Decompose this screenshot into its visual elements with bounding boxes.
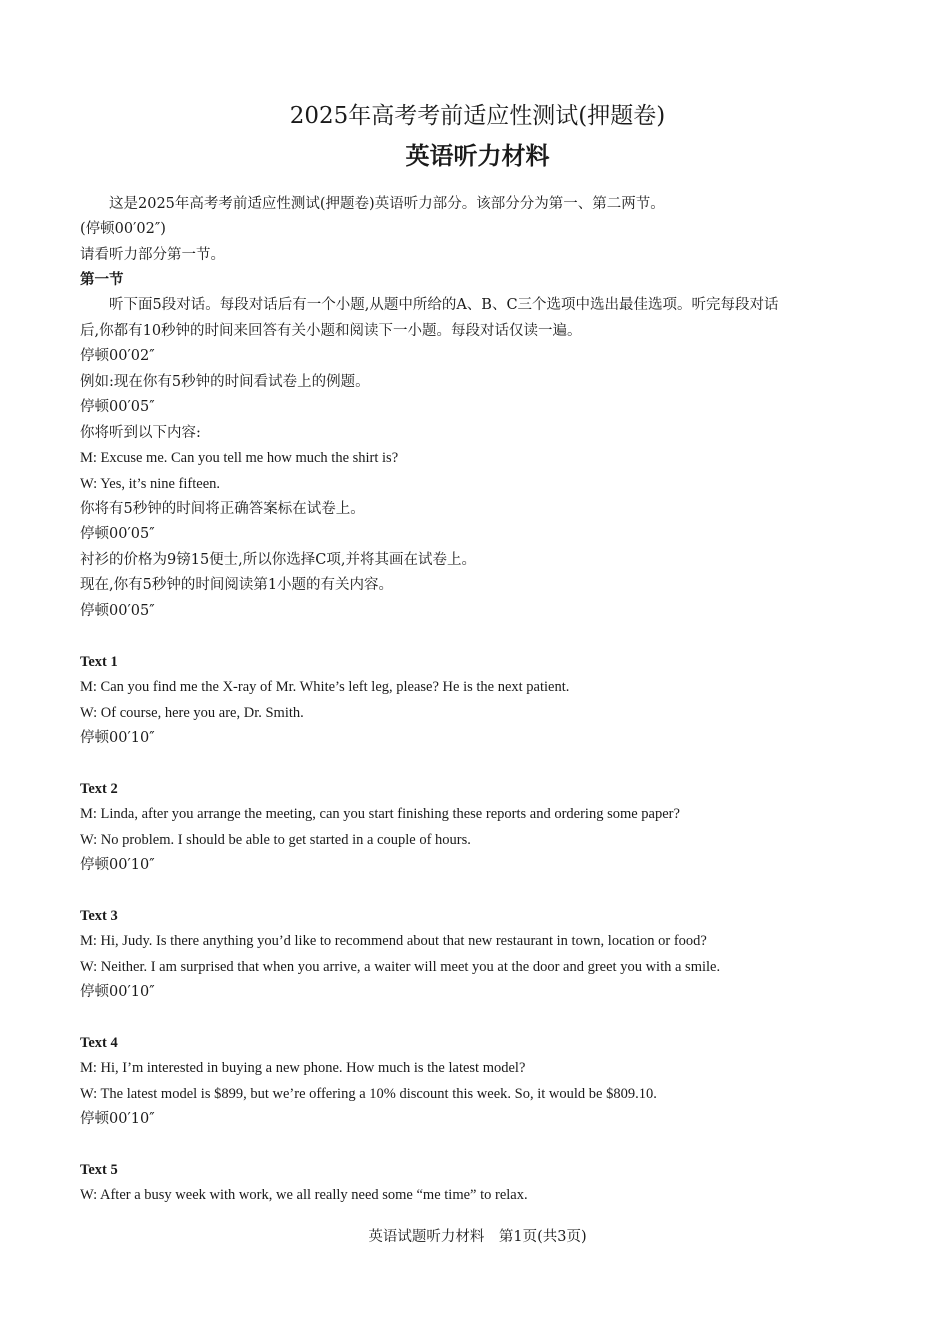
instruction-line-1: 听下面5段对话。每段对话后有一个小题,从题中所给的A、B、C三个选项中选出最佳选项。听完每段对话 bbox=[109, 297, 779, 313]
page-footer: 英语试题听力材料 第1页(共3页) bbox=[368, 1229, 587, 1245]
instruction-line-2: 后,你都有10秒钟的时间来回答有关小题和阅读下一小题。每段对话仅读一遍。 bbox=[80, 323, 582, 339]
example-dialogue-w: W: Yes, it’s nine fifteen. bbox=[80, 476, 221, 492]
dialogue-line: M: Linda, after you arrange the meeting, can you start finishing these reports and ordering some paper? bbox=[80, 806, 680, 822]
dialogue-line: M: Hi, I’m interested in buying a new phone. How much is the latest model? bbox=[80, 1060, 526, 1076]
text-title: Text 3 bbox=[80, 908, 118, 924]
document-subtitle: 英语听力材料 bbox=[405, 142, 550, 170]
answer-explanation: 衬衫的价格为9镑15便士,所以你选择C项,并将其画在试卷上。 bbox=[80, 552, 476, 568]
pause-marker: 停顿00′10″ bbox=[80, 1111, 155, 1127]
pause-marker: 停顿00′02″ bbox=[80, 348, 155, 364]
pause-marker: (停顿00′02″) bbox=[80, 221, 166, 237]
text-title: Text 5 bbox=[80, 1162, 118, 1178]
pause-marker: 停顿00′05″ bbox=[80, 526, 155, 542]
text-title: Text 1 bbox=[80, 654, 118, 670]
pause-marker: 停顿00′05″ bbox=[80, 399, 155, 415]
pause-marker: 停顿00′10″ bbox=[80, 730, 155, 746]
dialogue-line: W: The latest model is $899, but we’re offering a 10% discount this week. So, it would be $809.10. bbox=[80, 1086, 657, 1102]
pause-marker: 停顿00′05″ bbox=[80, 603, 155, 619]
dialogue-line: W: No problem. I should be able to get started in a couple of hours. bbox=[80, 832, 471, 848]
dialogue-line: M: Can you find me the X-ray of Mr. White’s left leg, please? He is the next patient. bbox=[80, 679, 570, 695]
dialogue-line: W: Neither. I am surprised that when you arrive, a waiter will meet you at the door and greet you with a smile. bbox=[80, 959, 721, 975]
mark-answer-line: 你将有5秒钟的时间将正确答案标在试卷上。 bbox=[80, 501, 365, 517]
text-title: Text 2 bbox=[80, 781, 118, 797]
text-title: Text 4 bbox=[80, 1035, 118, 1051]
section-title: 第一节 bbox=[80, 272, 124, 288]
intro-paragraph: 这是2025年高考考前适应性测试(押题卷)英语听力部分。该部分分为第一、第二两节。 bbox=[109, 196, 665, 212]
example-dialogue-m: M: Excuse me. Can you tell me how much the shirt is? bbox=[80, 450, 399, 466]
reading-time-line: 现在,你有5秒钟的时间阅读第1小题的有关内容。 bbox=[80, 577, 394, 593]
intro-line: 请看听力部分第一节。 bbox=[80, 247, 225, 263]
dialogue-line: W: Of course, here you are, Dr. Smith. bbox=[80, 705, 304, 721]
example-line: 例如:现在你有5秒钟的时间看试卷上的例题。 bbox=[80, 374, 370, 390]
dialogue-line: W: After a busy week with work, we all really need some “me time” to relax. bbox=[80, 1187, 528, 1203]
document-title: 2025年高考考前适应性测试(押题卷) bbox=[289, 103, 666, 129]
pause-marker: 停顿00′10″ bbox=[80, 984, 155, 1000]
will-hear-line: 你将听到以下内容: bbox=[80, 425, 201, 441]
pause-marker: 停顿00′10″ bbox=[80, 857, 155, 873]
dialogue-line: M: Hi, Judy. Is there anything you’d like to recommend about that new restaurant in town, location or food? bbox=[80, 933, 707, 949]
